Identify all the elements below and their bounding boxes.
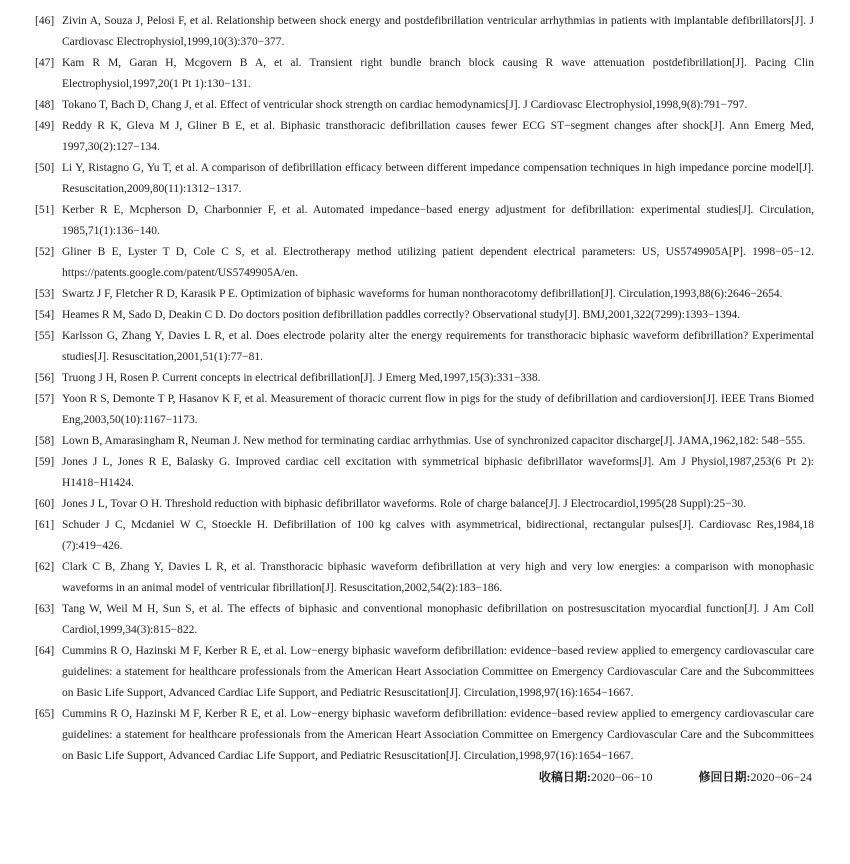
received-date [539,767,653,788]
reference-item [35,242,814,284]
reference-text: Jones J L, Jones R E, Balasky G. Improved cardiac cell excitation with symmetrical biphasic defibrillator waveforms[J]. Am J Physiol,1987,253(6 Pt 2): H1418−H1424. [62,456,814,489]
reference-item [35,95,814,116]
reference-item [35,200,814,242]
reference-text: Tokano T, Bach D, Chang J, et al. Effect of ventricular shock strength on cardiac hemodynamics[J]. J Cardiovasc Electrophysiol,1998,9(8):791−797. [62,99,748,111]
reference-text: Kam R M, Garan H, Mcgovern B A, et al. Transient right bundle branch block causing R wave attenuation postdefibrillation[J]. Pacing Clin Electrophysiol,1997,20(1 Pt 1):130−131. [62,57,814,90]
reference-text: Gliner B E, Lyster T D, Cole C S, et al. Electrotherapy method utilizing patient dependent electrical parameters: US, US5749905A[P]. 1998−05−12. https://patents.google.com/patent/US5749905A/en. [62,246,814,279]
dates-footer [35,767,814,788]
reference-number: [59] [35,456,55,468]
reference-text: Cummins R O, Hazinski M F, Kerber R E, et al. Low−energy biphasic waveform defibrillation: evidence−based review applied to emergency cardiovascular care guidelines: a statement for healthcare professionals from the American Heart Association Committee on Emergency Cardiovascular Care and the Subcommittees on Basic Life Support, Advanced Cardiac Life Support, and Pediatric Resuscitation[J]. Circulation,1998,97(16):1654−1667. [62,645,814,699]
reference-item [35,599,814,641]
reference-text: Kerber R E, Mcpherson D, Charbonnier F, et al. Automated impedance−based energy adjustment for defibrillation: experimental studies[J]. Circulation, 1985,71(1):136−140. [62,204,814,237]
received-date-label: 收稿日期: [538,770,591,784]
reference-text: Schuder J C, Mcdaniel W C, Stoeckle H. Defibrillation of 100 kg calves with asymmetrical, bidirectional, rectangular pulses[J]. Cardiovasc Res,1984,18 (7):419−426. [62,519,814,552]
reference-number: [64] [35,645,55,657]
reference-item [35,515,814,557]
reference-list [35,11,814,767]
reference-item [35,158,814,200]
reference-item [35,11,814,53]
reference-number: [62] [35,561,55,573]
reference-text: Zivin A, Souza J, Pelosi F, et al. Relationship between shock energy and postdefibrillation ventricular arrhythmias in patients with implantable defibrillators[J]. J Cardiovasc Electrophysiol,1999,10(3):370−377. [62,15,814,48]
reference-item [35,494,814,515]
reference-number: [58] [35,435,55,447]
reference-item [35,452,814,494]
reference-text: Heames R M, Sado D, Deakin C D. Do doctors position defibrillation paddles correctly? Observational study[J]. BMJ,2001,322(7299):1393−1394. [62,309,741,321]
reference-text: Truong J H, Rosen P. Current concepts in electrical defibrillation[J]. J Emerg Med,1997,15(3):331−338. [62,372,541,384]
reference-number: [60] [35,498,55,510]
reference-text: Tang W, Weil M H, Sun S, et al. The effects of biphasic and conventional monophasic defibrillation on postresuscitation myocardial function[J]. J Am Coll Cardiol,1999,34(3):815−822. [62,603,814,636]
reference-number: [63] [35,603,55,615]
reference-number: [49] [35,120,55,132]
reference-text: Karlsson G, Zhang Y, Davies L R, et al. Does electrode polarity alter the energy requirements for transthoracic biphasic waveform defibrillation? Experimental studies[J]. Resuscitation,2001,51(1):77−81. [62,330,814,363]
reference-number: [46] [35,15,55,27]
revised-date [698,767,812,788]
reference-item [35,53,814,95]
received-date-value: 2020−06−10 [590,770,653,784]
reference-number: [53] [35,288,55,300]
reference-number: [48] [35,99,55,111]
reference-item [35,704,814,767]
revised-date-label: 修回日期: [698,770,751,784]
reference-number: [54] [35,309,55,321]
reference-item [35,284,814,305]
reference-text: Swartz J F, Fletcher R D, Karasik P E. Optimization of biphasic waveforms for human nonthoracotomy defibrillation[J]. Circulation,1993,88(6):2646−2654. [62,288,783,300]
reference-item [35,326,814,368]
reference-number: [51] [35,204,55,216]
revised-date-value: 2020−06−24 [750,770,812,784]
reference-item [35,389,814,431]
reference-text: Yoon R S, Demonte T P, Hasanov K F, et al. Measurement of thoracic current flow in pigs for the study of defibrillation and cardioversion[J]. IEEE Trans Biomed Eng,2003,50(10):1167−1173. [62,393,814,426]
reference-number: [56] [35,372,55,384]
reference-number: [52] [35,246,55,258]
reference-text: Clark C B, Zhang Y, Davies L R, et al. Transthoracic biphasic waveform defibrillation at very high and very low energies: a comparison with monophasic waveforms in an animal model of ventricular fibrillation[J]. Resuscitation,2002,54(2):183−186. [62,561,814,594]
reference-number: [50] [35,162,55,174]
reference-item [35,305,814,326]
reference-item [35,368,814,389]
reference-text: Li Y, Ristagno G, Yu T, et al. A comparison of defibrillation efficacy between different impedance compensation techniques in high impedance porcine model[J]. Resuscitation,2009,80(11):1312−1317. [62,162,814,195]
reference-number: [57] [35,393,55,405]
reference-number: [47] [35,57,55,69]
reference-item [35,641,814,704]
reference-text: Reddy R K, Gleva M J, Gliner B E, et al. Biphasic transthoracic defibrillation causes fewer ECG ST−segment changes after shock[J]. Ann Emerg Med, 1997,30(2):127−134. [62,120,814,153]
reference-text: Jones J L, Tovar O H. Threshold reduction with biphasic defibrillator waveforms. Role of charge balance[J]. J Electrocardiol,1995(28 Suppl):25−30. [62,498,747,510]
reference-text: Cummins R O, Hazinski M F, Kerber R E, et al. Low−energy biphasic waveform defibrillation: evidence−based review applied to emergency cardiovascular care guidelines: a statement for healthcare professionals from the American Heart Association Committee on Emergency Cardiovascular Care and the Subcommittees on Basic Life Support, Advanced Cardiac Life Support, and Pediatric Resuscitation[J]. Circulation,1998,97(16):1654−1667. [62,708,814,762]
reference-item [35,116,814,158]
reference-number: [61] [35,519,55,531]
reference-item [35,431,814,452]
reference-number: [55] [35,330,55,342]
reference-number: [65] [35,708,55,720]
reference-text: Lown B, Amarasingham R, Neuman J. New method for terminating cardiac arrhythmias. Use of synchronized capacitor discharge[J]. JAMA,1962,182: 548−555. [62,435,806,447]
reference-item [35,557,814,599]
